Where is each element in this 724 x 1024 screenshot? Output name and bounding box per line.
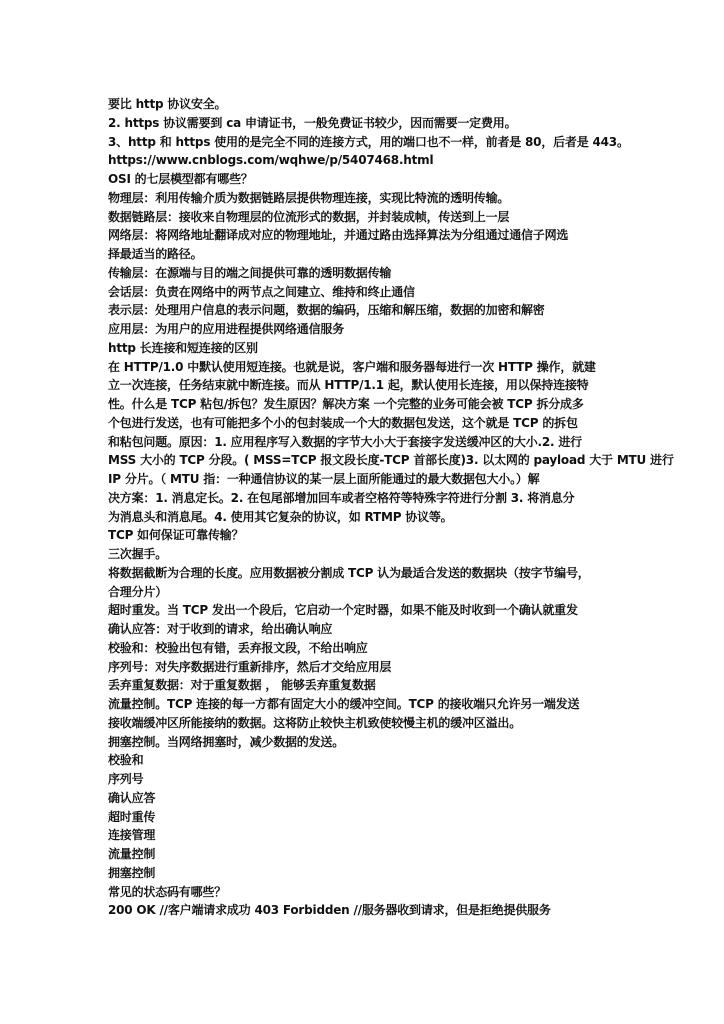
text-line: 流量控制 [108, 847, 156, 861]
text-line: 数据链路层：接收来自物理层的位流形式的数据，并封装成帧，传送到上一层 [108, 209, 510, 224]
text-line: 表示层：处理用户信息的表示问题，数据的编码，压缩和解压缩，数据的加密和解密 [108, 303, 545, 318]
text-line: 会话层：负责在网络中的两节点之间建立、维持和终止通信 [108, 284, 415, 299]
document-page [108, 95, 674, 920]
text-line: 流量控制。TCP 连接的每一方都有固定大小的缓冲空间。TCP 的接收端只允许另一端发送 [108, 697, 580, 711]
text-line: 2. https 协议需要到 ca 申请证书，一般免费证书较少，因而需要一定费用。 [108, 115, 517, 130]
text-line: 校验和：校验出包有错，丢弃报文段，不给出响应 [108, 640, 368, 655]
text-line: http 长连接和短连接的区别 [108, 340, 258, 355]
text-line: 合理分片） [108, 584, 168, 599]
text-line: 为消息头和消息尾。4. 使用其它复杂的协议，如 RTMP 协议等。 [108, 509, 453, 524]
text-line: 个包进行发送，也有可能把多个小的包封装成一个大的数据包发送，这个就是 TCP 的拆包 [108, 415, 578, 430]
text-line: IP 分片。（ MTU 指：一种通信协议的某一层上面所能通过的最大数据包大小。）解 [108, 472, 540, 486]
text-line: 网络层：将网络地址翻译成对应的物理地址，并通过路由选择算法为分组通过通信子网选 [108, 228, 569, 243]
text-line: https://www.cnblogs.com/wqhwe/p/5407468.html [108, 153, 434, 168]
text-line: 传输层：在源端与目的端之间提供可靠的透明数据传输 [108, 265, 392, 280]
text-line: 将数据截断为合理的长度。应用数据被分割成 TCP 认为最适合发送的数据块（按字节编号， [108, 565, 590, 580]
text-line: 和粘包问题。原因：1. 应用程序写入数据的字节大小大于套接字发送缓冲区的大小.2. 进行 [108, 434, 582, 449]
text-line: 校验和 [108, 753, 144, 768]
text-line: 拥塞控制 [108, 865, 156, 880]
text-line: OSI 的七层模型都有哪些？ [108, 172, 253, 186]
text-line: 在 HTTP/1.0 中默认使用短连接。也就是说，客户端和服务器每进行一次 HTTP 操作，就建 [108, 359, 596, 374]
text-line: 决方案：1. 消息定长。2. 在包尾部增加回车或者空格符等特殊字符进行分割 3. 将消息分 [108, 490, 575, 505]
text-line: 拥塞控制。当网络拥塞时，减少数据的发送。 [108, 734, 345, 749]
text-line: MSS 大小的 TCP 分段。( MSS=TCP 报文段长度-TCP 首部长度)3. 以太网的 payload 大于 MTU 进行 [108, 453, 674, 468]
text-line: 连接管理 [108, 828, 156, 843]
text-line: 确认应答：对于收到的请求，给出确认响应 [108, 622, 333, 636]
text-line: 确认应答 [108, 790, 156, 805]
text-line: 应用层：为用户的应用进程提供网络通信服务 [108, 322, 345, 336]
text-line: 接收端缓冲区所能接纳的数据。这将防止较快主机致使较慢主机的缓冲区溢出。 [108, 715, 522, 730]
text-line: 序列号：对失序数据进行重新排序，然后才交给应用层 [108, 659, 392, 674]
text-line: 性。什么是 TCP 粘包/拆包？发生原因？解决方案 一个完整的业务可能会被 TCP 拆分成多 [108, 397, 584, 411]
text-line: 要比 http 协议安全。 [108, 97, 227, 111]
text-line: 常见的状态码有哪些？ [108, 884, 227, 899]
text-line: 3、http 和 https 使用的是完全不同的连接方式，用的端口也不一样，前者是 80，后者是 443。 [108, 134, 629, 149]
text-line: 物理层：利用传输介质为数据链路层提供物理连接，实现比特流的透明传输。 [108, 190, 510, 205]
text-line: 序列号 [108, 772, 144, 786]
text-line: 200 OK //客户端请求成功 403 Forbidden //服务器收到请求，但是拒绝提供服务 [108, 903, 551, 918]
text-line: 丢弃重复数据：对于重复数据 ， 能够丢弃重复数据 [108, 678, 376, 693]
text-line: 三次握手。 [108, 547, 168, 561]
text-line: 立一次连接，任务结束就中断连接。而从 HTTP/1.1 起，默认使用长连接，用以保持连接特 [108, 378, 589, 393]
text-line: 择最适当的路径。 [108, 247, 203, 261]
text-line: 超时重发。当 TCP 发出一个段后，它启动一个定时器，如果不能及时收到一个确认就重发 [108, 603, 578, 618]
text-line: TCP 如何保证可靠传输？ [108, 528, 244, 543]
text-line: 超时重传 [108, 809, 156, 824]
